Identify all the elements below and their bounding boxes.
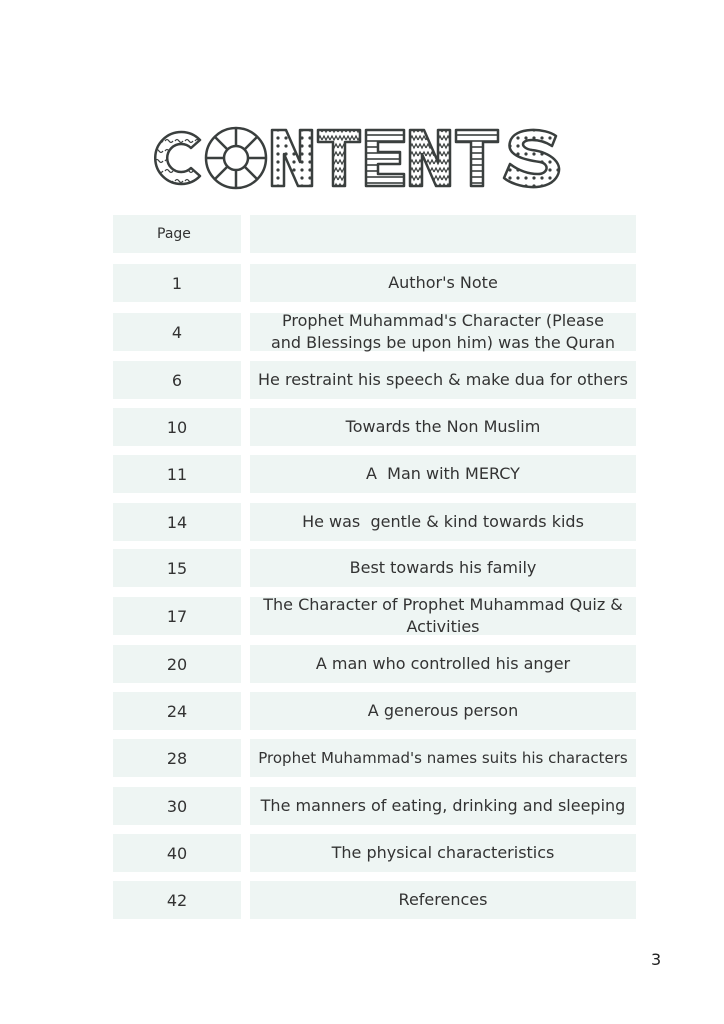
table-row bbox=[113, 455, 636, 493]
table-row bbox=[113, 313, 636, 351]
page-number-cell: 11 bbox=[113, 455, 241, 493]
chapter-title-cell: The physical characteristics bbox=[250, 834, 636, 872]
page-number-cell: 14 bbox=[113, 503, 241, 541]
chapter-title-cell: The Character of Prophet Muhammad Quiz & Activities bbox=[250, 597, 636, 635]
page-number-cell: 42 bbox=[113, 881, 241, 919]
chapter-title-cell: Author's Note bbox=[250, 264, 636, 302]
table-row bbox=[113, 834, 636, 872]
chapter-title-cell: A Man with MERCY bbox=[250, 455, 636, 493]
contents-title bbox=[154, 126, 566, 190]
letter-n-2 bbox=[410, 130, 450, 186]
letter-c-1 bbox=[155, 132, 200, 184]
letter-t-1 bbox=[318, 130, 360, 186]
page-number-cell: 1 bbox=[113, 264, 241, 302]
page-number-cell: 15 bbox=[113, 549, 241, 587]
page-number-cell: 10 bbox=[113, 408, 241, 446]
page-number-cell: 20 bbox=[113, 645, 241, 683]
chapter-title-cell: He restraint his speech & make dua for others bbox=[250, 361, 636, 399]
table-row bbox=[113, 881, 636, 919]
table-header-row bbox=[113, 215, 636, 253]
table-row bbox=[113, 645, 636, 683]
table-row bbox=[113, 264, 636, 302]
table-row bbox=[113, 692, 636, 730]
chapter-title-cell: The manners of eating, drinking and sleeping bbox=[250, 787, 636, 825]
title-column-header bbox=[250, 215, 636, 253]
page-number: 3 bbox=[651, 950, 662, 969]
table-row bbox=[113, 361, 636, 399]
letter-o bbox=[206, 128, 266, 188]
chapter-title-cell: Prophet Muhammad's names suits his characters bbox=[250, 739, 636, 777]
page-column-header: Page bbox=[113, 215, 241, 253]
chapter-title-cell: References bbox=[250, 881, 636, 919]
contents-title-graphic bbox=[154, 126, 566, 190]
chapter-title-cell: Towards the Non Muslim bbox=[250, 408, 636, 446]
table-row bbox=[113, 408, 636, 446]
page-number-cell: 6 bbox=[113, 361, 241, 399]
chapter-title-cell: He was gentle & kind towards kids bbox=[250, 503, 636, 541]
letter-t-2 bbox=[456, 130, 498, 186]
letter-s bbox=[504, 130, 559, 187]
letter-e bbox=[366, 130, 404, 186]
page-number-cell: 40 bbox=[113, 834, 241, 872]
chapter-title-cell: A generous person bbox=[250, 692, 636, 730]
page-number-cell: 17 bbox=[113, 597, 241, 635]
chapter-title-cell: Prophet Muhammad's Character (Please and Blessings be upon him) was the Quran bbox=[250, 313, 636, 351]
table-row bbox=[113, 739, 636, 777]
table-row bbox=[113, 787, 636, 825]
page-number-cell: 24 bbox=[113, 692, 241, 730]
table-row bbox=[113, 503, 636, 541]
page-number-cell: 4 bbox=[113, 313, 241, 351]
chapter-title-cell: Best towards his family bbox=[250, 549, 636, 587]
table-row bbox=[113, 597, 636, 635]
page-number-cell: 28 bbox=[113, 739, 241, 777]
chapter-title-cell: A man who controlled his anger bbox=[250, 645, 636, 683]
letter-n-1 bbox=[272, 130, 312, 186]
page-number-cell: 30 bbox=[113, 787, 241, 825]
table-row bbox=[113, 549, 636, 587]
